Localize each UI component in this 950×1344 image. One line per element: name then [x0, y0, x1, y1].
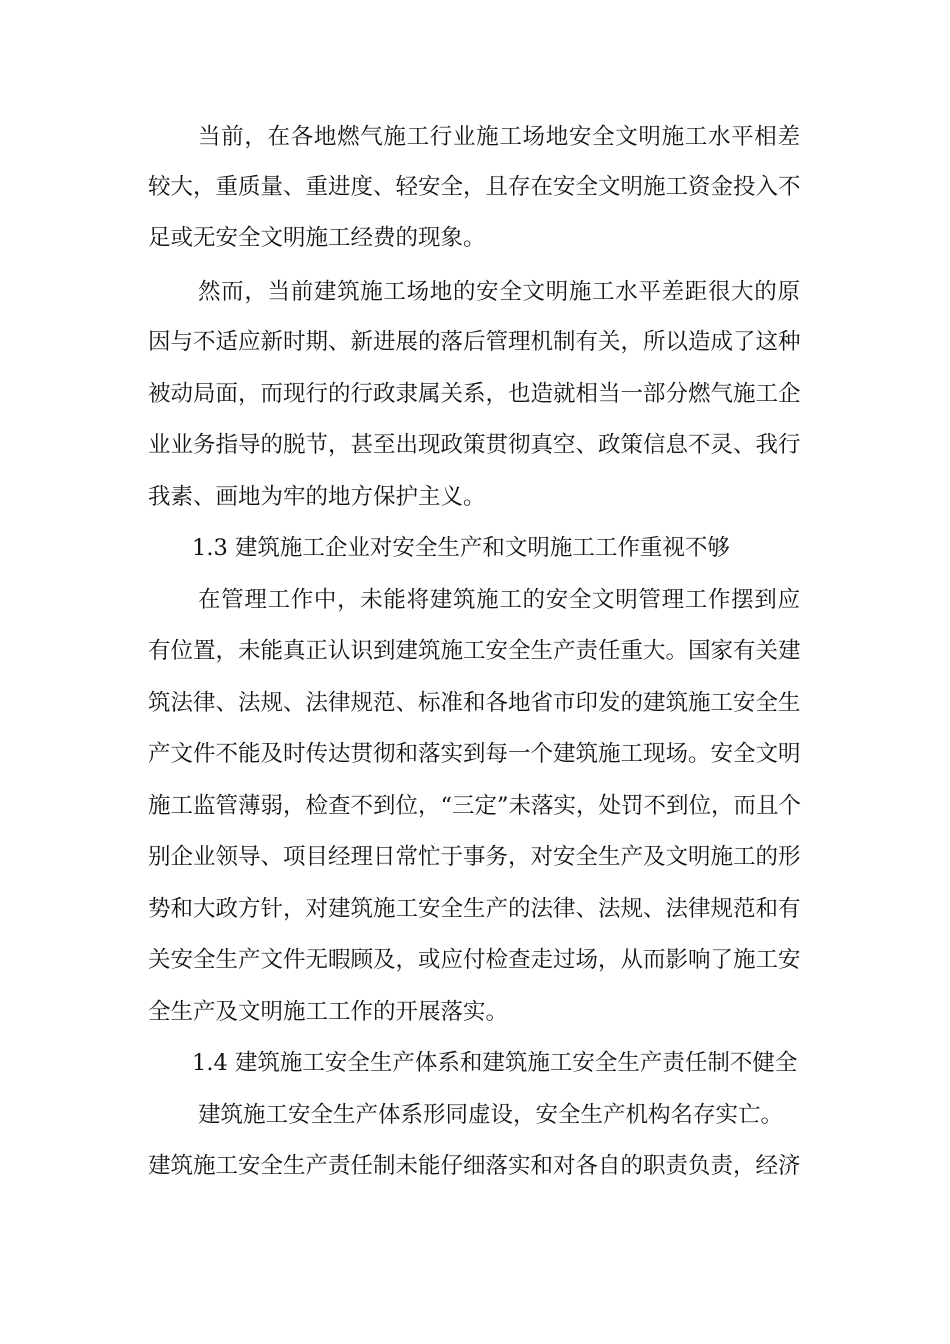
paragraph-3-line-5: 施工监管薄弱，检查不到位，“三定”未落实，处罚不到位，而且个 — [148, 793, 802, 819]
paragraph-3-line-7: 势和大政方针，对建筑施工安全生产的法律、法规、法律规范和有 — [148, 896, 801, 922]
paragraph-1-line-2: 较大，重质量、重进度、轻安全，且存在安全文明施工资金投入不 — [148, 174, 801, 200]
paragraph-2-line-1: 然而，当前建筑施工场地的安全文明施工水平差距很大的原 — [198, 279, 800, 305]
paragraph-2-line-3: 被动局面，而现行的行政隶属关系，也造就相当一部分燃气施工企 — [148, 381, 801, 407]
paragraph-2-line-2: 因与不适应新时期、新进展的落后管理机制有关，所以造成了这种 — [148, 329, 801, 355]
paragraph-3-line-9: 全生产及文明施工工作的开展落实。 — [148, 999, 509, 1025]
section-heading-1-4: 1.4 建筑施工安全生产体系和建筑施工安全生产责任制不健全 — [192, 1050, 798, 1076]
paragraph-1-line-1: 当前，在各地燃气施工行业施工场地安全文明施工水平相差 — [198, 124, 800, 150]
paragraph-2-line-4: 业业务指导的脱节，甚至出现政策贯彻真空、政策信息不灵、我行 — [148, 432, 801, 458]
paragraph-4-line-1: 建筑施工安全生产体系形同虚设，安全生产机构名存实亡。 — [198, 1102, 784, 1128]
paragraph-3-line-8: 关安全生产文件无暇顾及，或应付检查走过场，从而影响了施工安 — [148, 947, 801, 973]
paragraph-3-line-3: 筑法律、法规、法律规范、标准和各地省市印发的建筑施工安全生 — [148, 690, 801, 716]
paragraph-3-line-2: 有位置，未能真正认识到建筑施工安全生产责任重大。国家有关建 — [148, 638, 801, 664]
paragraph-3-line-1: 在管理工作中，未能将建筑施工的安全文明管理工作摆到应 — [198, 587, 800, 613]
paragraph-2-line-5: 我素、画地为牢的地方保护主义。 — [148, 484, 486, 510]
paragraph-1-line-3: 足或无安全文明施工经费的现象。 — [148, 225, 486, 251]
paragraph-4-line-2: 建筑施工安全生产责任制未能仔细落实和对各自的职责负责，经济 — [148, 1153, 801, 1179]
section-heading-1-3: 1.3 建筑施工企业对安全生产和文明施工工作重视不够 — [192, 535, 730, 561]
paragraph-3-line-4: 产文件不能及时传达贯彻和落实到每一个建筑施工现场。安全文明 — [148, 741, 801, 767]
paragraph-3-line-6: 别企业领导、项目经理日常忙于事务，对安全生产及文明施工的形 — [148, 844, 801, 870]
